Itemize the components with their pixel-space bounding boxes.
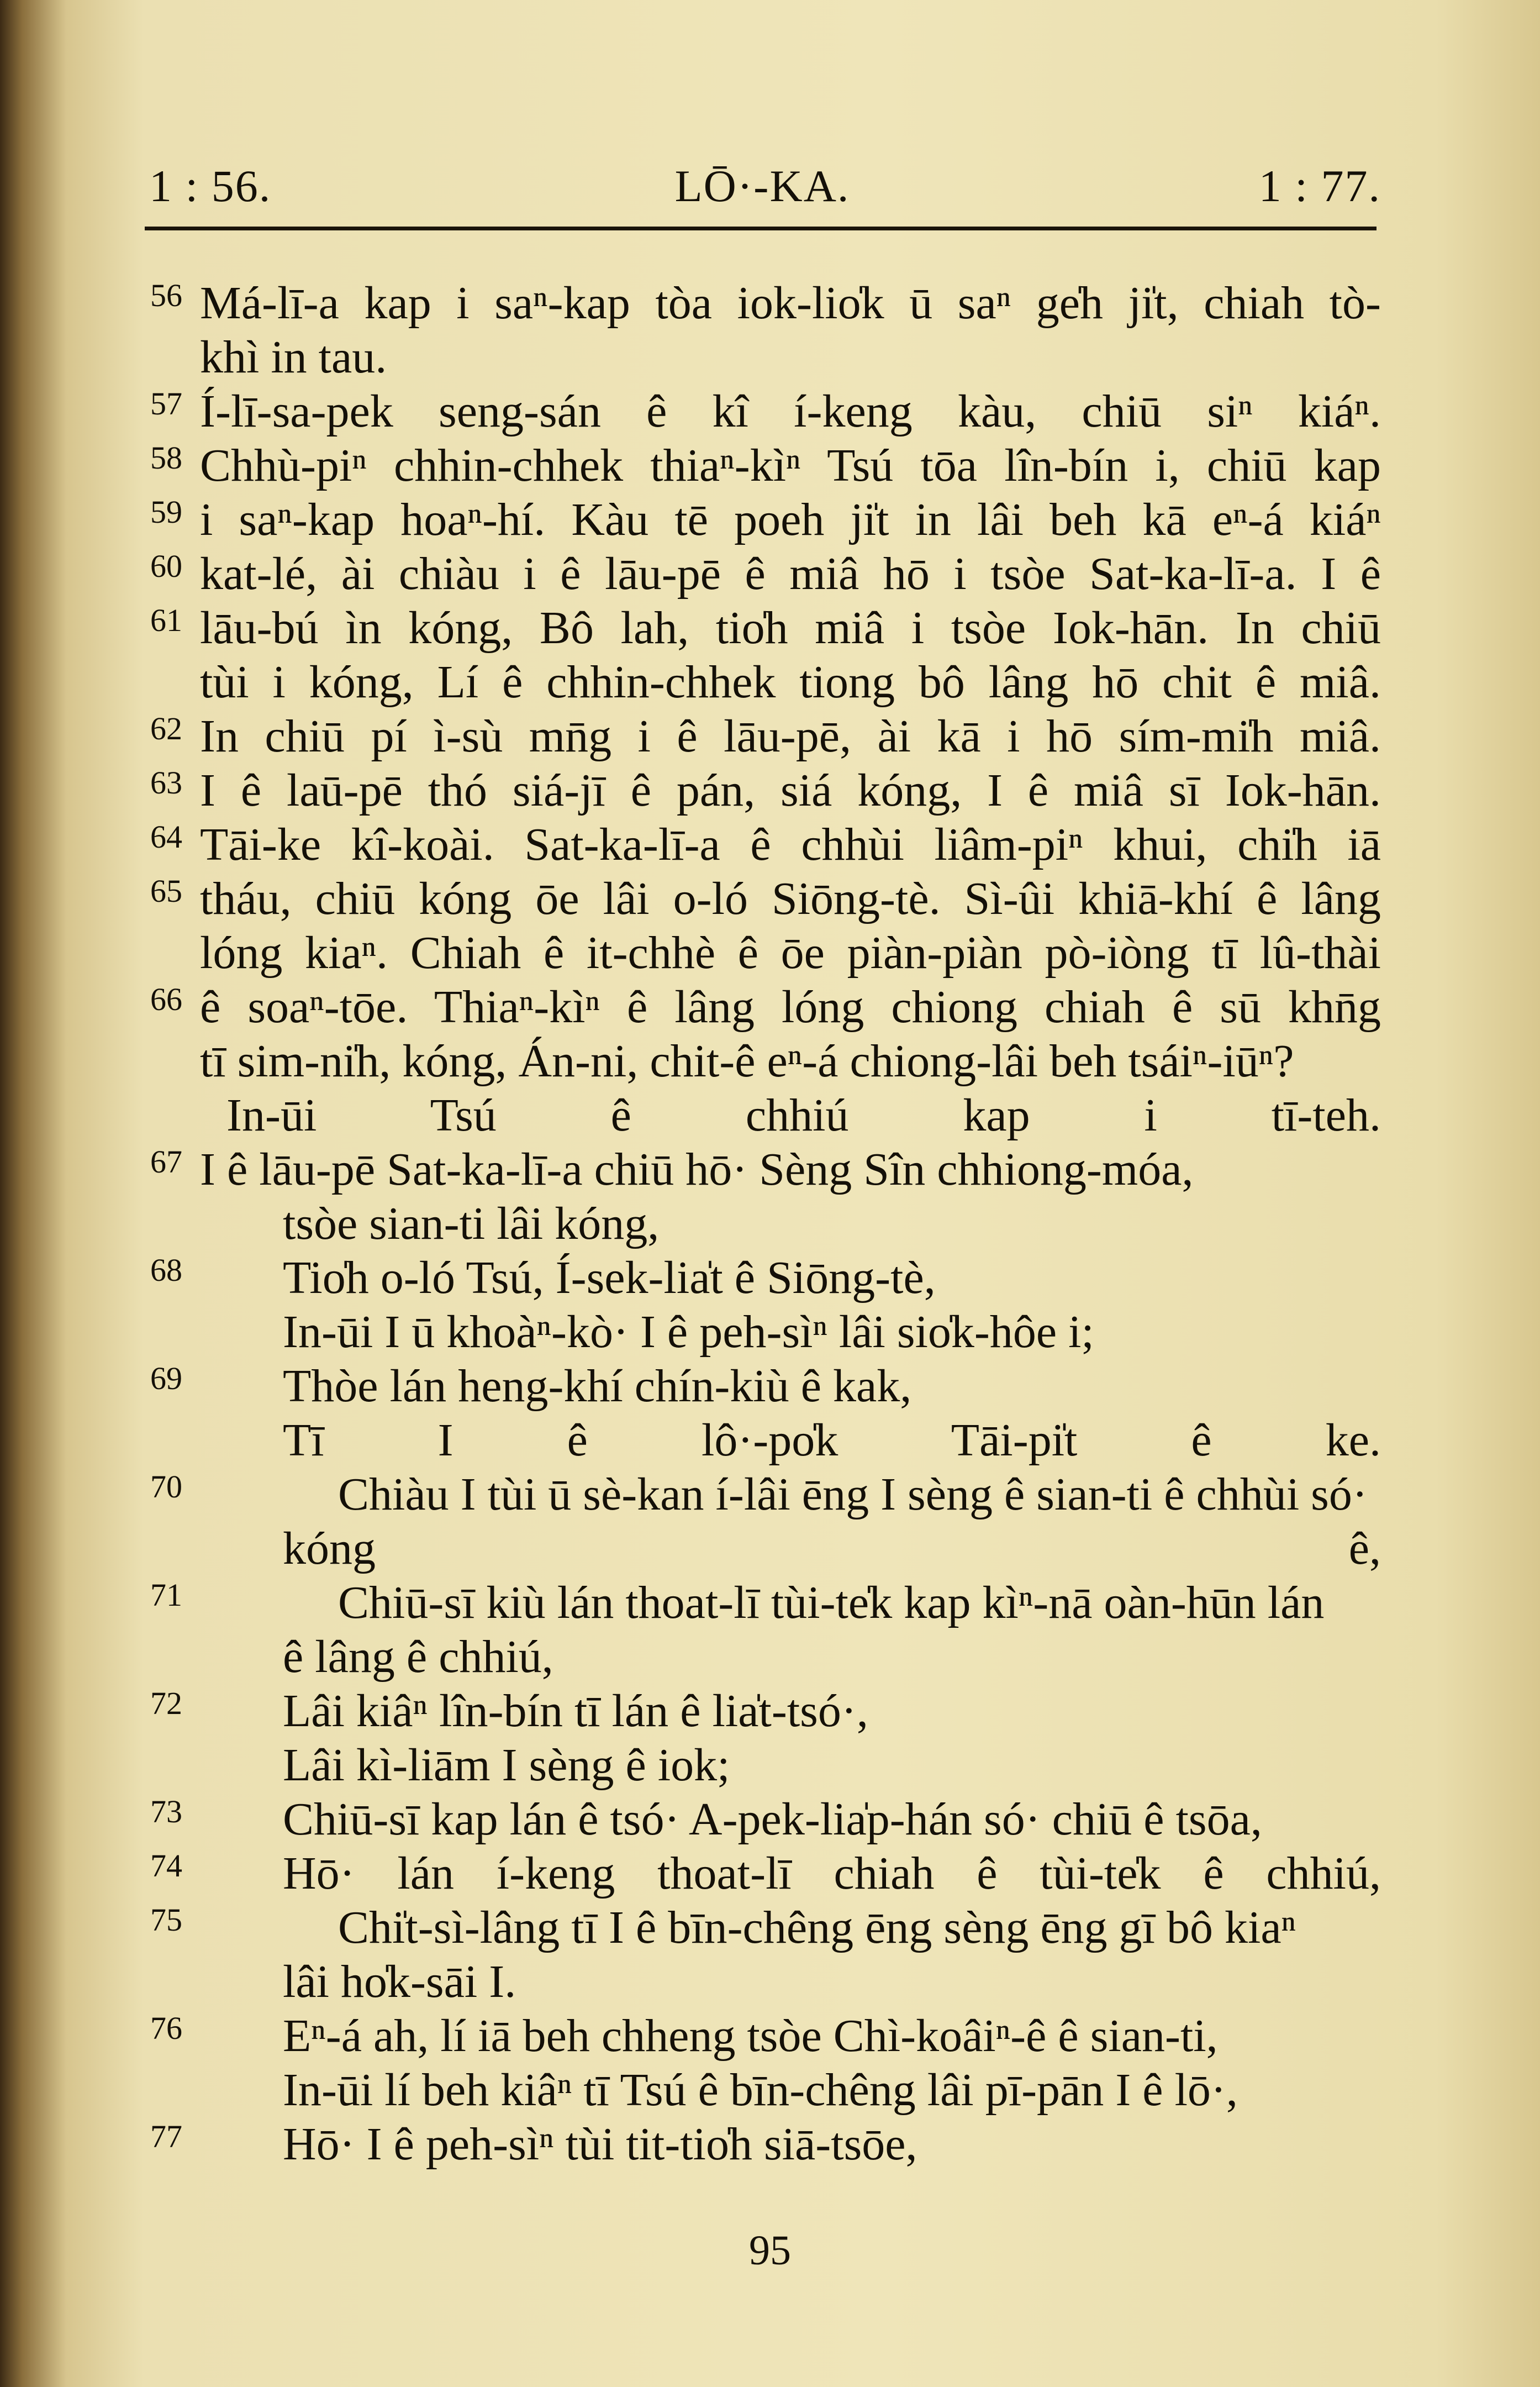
text-line: In-ūi I ū khoàⁿ-kò· I ê peh-sìⁿ lâi sio̍k-hôe i;	[283, 1306, 1094, 1358]
verse-number: 68	[150, 1252, 182, 1288]
page-number: 95	[749, 2227, 791, 2274]
text-line: 57 Í-lī-sa-pek seng-sán ê kî í-keng kàu, chiū siⁿ kiáⁿ.	[144, 385, 1381, 439]
text-line: In-ūi lí beh kiâⁿ tī Tsú ê bīn-chêng lâi pī-pān I ê lō·,	[283, 2064, 1238, 2116]
text-line: lóng kiaⁿ. Chiah ê it-chhè ê ōe piàn-piàn pò-iòng tī lû-thài	[200, 927, 1381, 979]
verse-number: 77	[150, 2118, 182, 2154]
verse-number: 62	[150, 711, 182, 746]
text-line: 73 Chiū-sī kap lán ê tsó· A-pek-lia̍p-hán só· chiū ê tsōa,	[144, 1792, 1381, 1847]
verse-number: 70	[150, 1469, 182, 1505]
text-line: 63 I ê laū-pē thó siá-jī ê pán, siá kóng, I ê miâ sī Iok-hān.	[144, 764, 1381, 818]
text-line: tùi i kóng, Lí ê chhin-chhek tiong bô lâng hō chit ê miâ.	[200, 656, 1381, 708]
text-line: 65 tháu, chiū kóng ōe lâi o-ló Siōng-tè. Sì-ûi khiā-khí ê lâng	[144, 872, 1381, 926]
text-line: 56 Má-lī-a kap i saⁿ-kap tòa iok-lio̍k ū saⁿ ge̍h ji̍t, chiah tò-	[144, 276, 1381, 330]
header-right-reference: 1 : 77.	[1258, 161, 1381, 211]
text-line: khì in tau.	[200, 332, 387, 383]
text-line: 67 I ê lāu-pē Sat-ka-lī-a chiū hō· Sèng Sîn chhiong-móa,	[144, 1143, 1381, 1197]
verse-number: 73	[150, 1794, 182, 1829]
text-line: kóng ê,	[283, 1523, 1381, 1574]
text-line: Lâi kì-liām I sèng ê iok;	[283, 1739, 730, 1791]
verse-number: 58	[150, 440, 182, 476]
verse-number: 63	[150, 765, 182, 801]
text-line: 68 Tio̍h o-ló Tsú, Í-sek-lia̍t ê Siōng-tè,	[144, 1251, 1381, 1305]
verse-number: 56	[150, 277, 182, 313]
text-line: 60 kat-lé, ài chiàu i ê lāu-pē ê miâ hō i tsòe Sat-ka-lī-a. I ê	[144, 547, 1381, 601]
text-line: 61 lāu-bú ìn kóng, Bô lah, tio̍h miâ i tsòe Iok-hān. In chiū	[144, 601, 1381, 655]
text-line: 69 Thòe lán heng-khí chín-kiù ê kak,	[144, 1359, 1381, 1413]
text-line: 75 Chi̍t-sì-lâng tī I ê bīn-chêng ēng sèng ēng gī bô kiaⁿ	[144, 1901, 1381, 1955]
text-line: 70 Chiàu I tùi ū sè-kan í-lâi ēng I sèng ê sian-ti ê chhùi só·	[144, 1468, 1381, 1522]
text-line: tsòe sian-ti lâi kóng,	[283, 1198, 660, 1249]
text-line: lâi ho̍k-sāi I.	[283, 1956, 516, 2007]
text-line: 76 Eⁿ-á ah, lí iā beh chheng tsòe Chì-koâiⁿ-ê ê sian-ti,	[144, 2009, 1381, 2063]
verse-number: 65	[150, 873, 182, 909]
verse-number: 71	[150, 1577, 182, 1613]
text-line: 59 i saⁿ-kap hoaⁿ-hí. Kàu tē poeh ji̍t in lâi beh kā eⁿ-á kiáⁿ	[144, 493, 1381, 547]
text-line: 71 Chiū-sī kiù lán thoat-lī tùi-te̍k kap kìⁿ-nā oàn-hūn lán	[144, 1576, 1381, 1630]
verse-number: 69	[150, 1360, 182, 1396]
text-line: 62 In chiū pí ì-sù mn̄g i ê lāu-pē, ài kā i hō sím-mi̍h miâ.	[144, 709, 1381, 764]
verse-number: 66	[150, 981, 182, 1017]
text-line: 77 Hō· I ê peh-sìⁿ tùi tit-tio̍h siā-tsōe,	[144, 2117, 1381, 2172]
text-line: 64 Tāi-ke kî-koài. Sat-ka-lī-a ê chhùi liâm-piⁿ khui, chi̍h iā	[144, 818, 1381, 872]
verse-text	[144, 276, 1381, 2172]
verse-number: 74	[150, 1848, 182, 1884]
verse-number: 59	[150, 494, 182, 530]
header-left-reference: 1 : 56.	[149, 161, 272, 211]
verse-number: 76	[150, 2010, 182, 2046]
text-line: Tī I ê lô·-po̍k Tāi-pi̍t ê ke.	[283, 1415, 1381, 1466]
text-line: In-ūi Tsú ê chhiú kap i tī-teh.	[226, 1090, 1381, 1141]
running-header	[144, 160, 1381, 221]
verse-number: 72	[150, 1685, 182, 1721]
text-line: 72 Lâi kiâⁿ lîn-bín tī lán ê lia̍t-tsó·,	[144, 1684, 1381, 1738]
verse-number: 75	[150, 1902, 182, 1938]
verse-number: 61	[150, 602, 182, 638]
verse-number: 57	[150, 386, 182, 422]
verse-number: 67	[150, 1144, 182, 1180]
text-line: 66 ê soaⁿ-tōe. Thiaⁿ-kìⁿ ê lâng lóng chiong chiah ê sū khn̄g	[144, 980, 1381, 1034]
text-line: tī sim-ni̍h, kóng, Án-ni, chit-ê eⁿ-á chiong-lâi beh tsáiⁿ-iūⁿ?	[200, 1035, 1294, 1087]
header-book-title: LŌ·-KA.	[674, 161, 850, 211]
text-line: 74 Hō· lán í-keng thoat-lī chiah ê tùi-te̍k ê chhiú,	[144, 1847, 1381, 1901]
text-line: ê lâng ê chhiú,	[283, 1631, 553, 1683]
text-line: 58 Chhù-piⁿ chhin-chhek thiaⁿ-kìⁿ Tsú tōa lîn-bín i, chiū kap	[144, 439, 1381, 493]
verse-number: 64	[150, 819, 182, 855]
verse-number: 60	[150, 548, 182, 584]
header-rule	[145, 227, 1376, 230]
